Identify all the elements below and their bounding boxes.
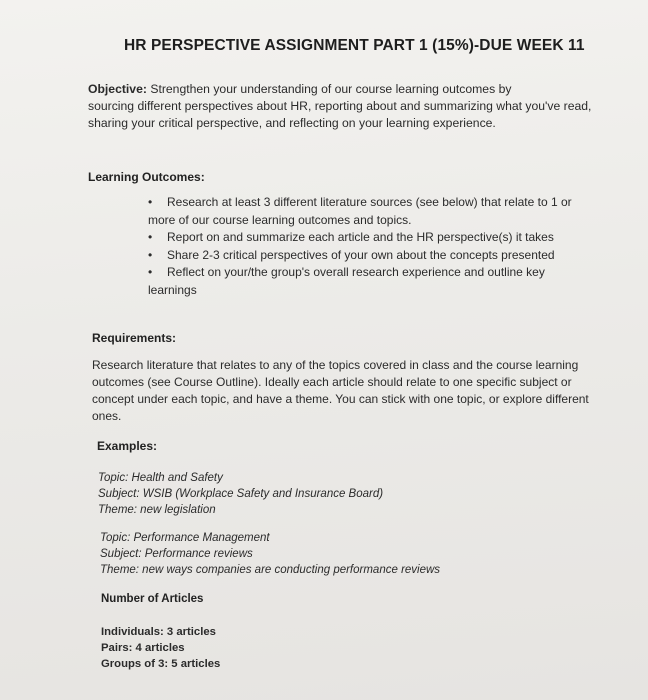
objective-label: Objective: bbox=[88, 82, 147, 96]
list-item-text: Research at least 3 different literature sources (see below) that relate to 1 or bbox=[167, 195, 572, 209]
page-title: HR PERSPECTIVE ASSIGNMENT PART 1 (15%)-DUE WEEK 11 bbox=[124, 37, 585, 54]
example-block-1 bbox=[98, 470, 383, 518]
learning-outcomes-list bbox=[148, 194, 572, 299]
requirements-line: ones. bbox=[92, 409, 122, 423]
objective-text-line-3: sharing your critical perspective, and reflecting on your learning experience. bbox=[88, 116, 496, 130]
number-of-articles-heading: Number of Articles bbox=[101, 593, 204, 605]
bullet-icon: • bbox=[148, 247, 153, 262]
list-item-text: Report on and summarize each article and the HR perspective(s) it takes bbox=[167, 230, 554, 244]
objective-text-line-2: sourcing different perspectives about HR, reporting about and summarizing what you've read, bbox=[88, 99, 592, 113]
list-item bbox=[148, 264, 572, 299]
groups-count: Groups of 3: 5 articles bbox=[101, 658, 221, 670]
pairs-count: Pairs: 4 articles bbox=[101, 642, 185, 654]
bullet-icon: • bbox=[148, 195, 153, 209]
example-topic: Topic: Performance Management bbox=[100, 532, 270, 544]
objective-paragraph bbox=[88, 81, 591, 132]
list-item bbox=[148, 194, 572, 229]
list-item-continuation: more of our course learning outcomes and topics. bbox=[148, 212, 412, 227]
learning-outcomes-heading: Learning Outcomes: bbox=[88, 170, 205, 184]
requirements-line: Research literature that relates to any of the topics covered in class and the course learning bbox=[92, 358, 579, 372]
requirements-line: concept under each topic, and have a theme. You can stick with one topic, or explore different bbox=[92, 392, 589, 406]
example-theme: Theme: new ways companies are conducting performance reviews bbox=[100, 564, 441, 576]
list-item-continuation: learnings bbox=[148, 282, 197, 297]
bullet-icon: • bbox=[148, 230, 153, 244]
examples-heading: Examples: bbox=[97, 439, 158, 453]
example-subject: Subject: Performance reviews bbox=[100, 548, 253, 560]
list-item bbox=[148, 229, 572, 247]
list-item bbox=[148, 247, 572, 265]
example-topic: Topic: Health and Safety bbox=[98, 472, 223, 484]
requirements-line: outcomes (see Course Outline). Ideally each article should relate to one specific subject or bbox=[92, 375, 572, 389]
example-theme: Theme: new legislation bbox=[98, 504, 216, 516]
requirements-heading: Requirements: bbox=[92, 331, 177, 345]
bullet-icon: • bbox=[148, 265, 153, 279]
objective-text-line-1: Strengthen your understanding of our course learning outcomes by bbox=[150, 82, 512, 96]
article-counts bbox=[101, 624, 220, 672]
individuals-count: Individuals: 3 articles bbox=[101, 626, 216, 638]
list-item-text: Share 2-3 critical perspectives of your own about the concepts presented bbox=[167, 247, 555, 262]
list-item-text: Reflect on your/the group's overall research experience and outline key bbox=[167, 265, 545, 279]
requirements-paragraph bbox=[92, 357, 589, 425]
example-subject: Subject: WSIB (Workplace Safety and Insurance Board) bbox=[98, 488, 384, 500]
example-block-2 bbox=[100, 530, 440, 578]
